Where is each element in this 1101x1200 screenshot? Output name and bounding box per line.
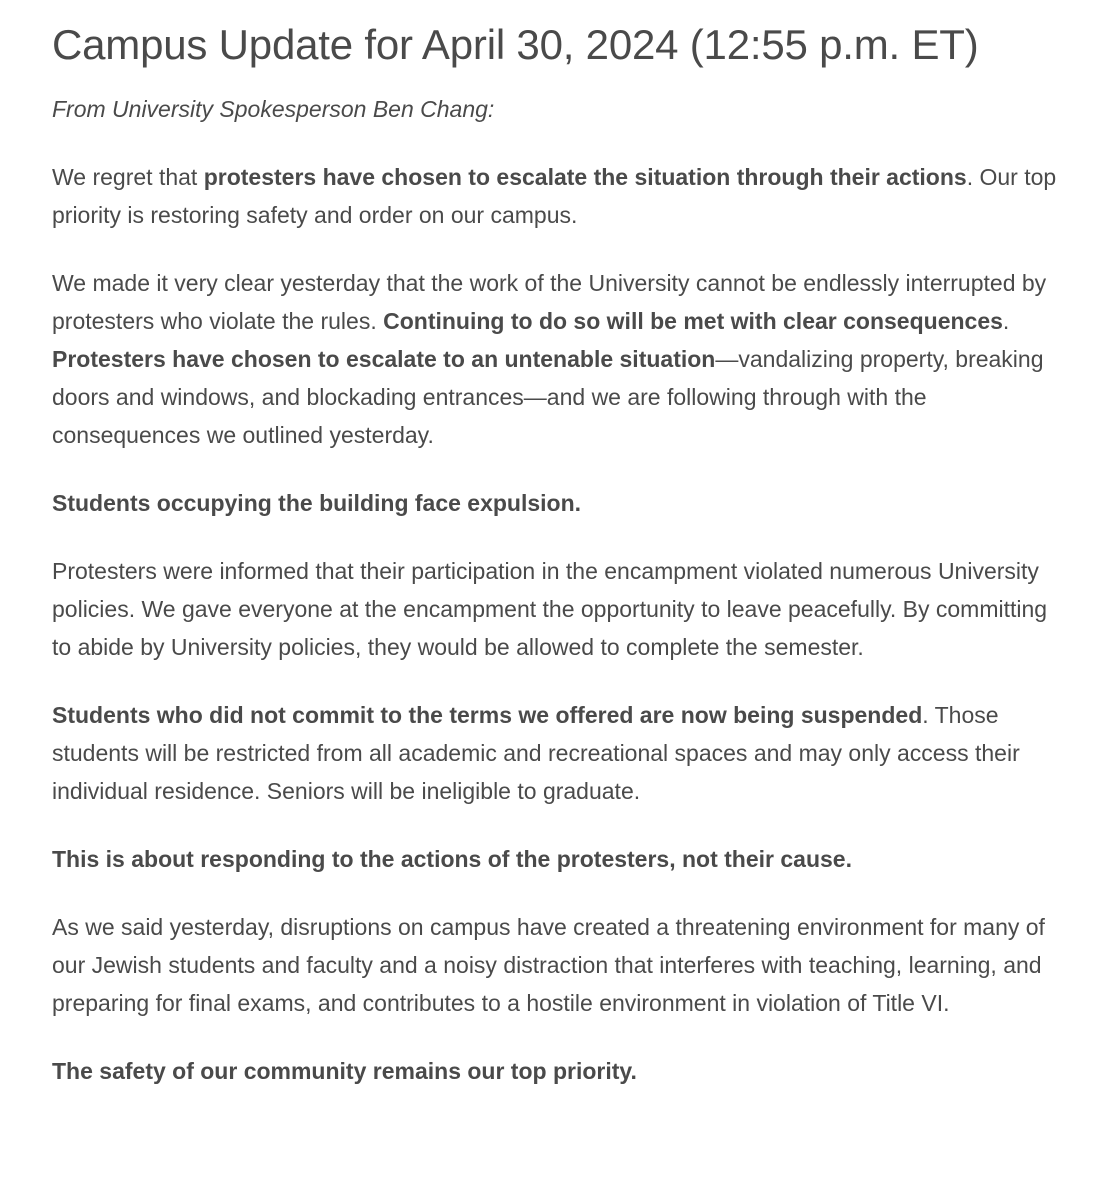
paragraph-2-text-b: . [1002,308,1010,334]
byline: From University Spokesperson Ben Chang: [52,96,495,122]
paragraph-5 [52,696,1065,810]
paragraph-7-text-a: As we said yesterday, disruptions on campus have created a threatening environment for many of our Jewish students and faculty and a noisy distraction that interferes with teaching, learning, and preparing for final exams, and contributes to a hostile environment in violation of Title VI. [52,914,1045,1016]
paragraph-7 [52,908,1065,1022]
paragraph-2-text-c: —vandalizing property, breaking doors and windows, and blockading entrances—and we are following through with the consequences we outlined yesterday. [52,346,1044,448]
paragraph-4-text-a: Protesters were informed that their participation in the encampment violated numerous University policies. We gave everyone at the encampment the opportunity to leave peacefully. By committing to abide by University policies, they would be allowed to complete the semester. [52,558,1048,660]
paragraph-1-text-a: We regret that [52,164,204,190]
paragraph-3 [52,484,1065,522]
paragraph-8-bold-a: The safety of our community remains our top priority. [52,1058,637,1084]
paragraph-1-text-b: . Our top priority is restoring safety and order on our campus. [52,164,1057,228]
paragraph-6-bold-a: This is about responding to the actions of the protesters, not their cause. [52,846,852,872]
paragraph-8 [52,1052,1065,1090]
paragraph-2-bold-b: Protesters have chosen to escalate to an untenable situation [52,346,716,372]
paragraph-2-text-a: We made it very clear yesterday that the work of the University cannot be endlessly interrupted by protesters who violate the rules. [52,270,1047,334]
paragraph-4 [52,552,1065,666]
paragraph-3-bold-a: Students occupying the building face expulsion. [52,490,582,516]
paragraph-5-text-a: . Those students will be restricted from all academic and recreational spaces and may only access their individual residence. Seniors will be ineligible to graduate. [52,702,1020,804]
page-title: Campus Update for April 30, 2024 (12:55 p.m. ET) [52,21,979,68]
paragraph-5-bold-a: Students who did not commit to the terms we offered are now being suspended [52,702,923,728]
paragraph-6 [52,840,1065,878]
paragraph-2 [52,264,1065,454]
paragraph-1-bold-a: protesters have chosen to escalate the situation through their actions [203,164,967,190]
paragraph-1 [52,158,1065,234]
paragraph-2-bold-a: Continuing to do so will be met with clear consequences [383,308,1003,334]
